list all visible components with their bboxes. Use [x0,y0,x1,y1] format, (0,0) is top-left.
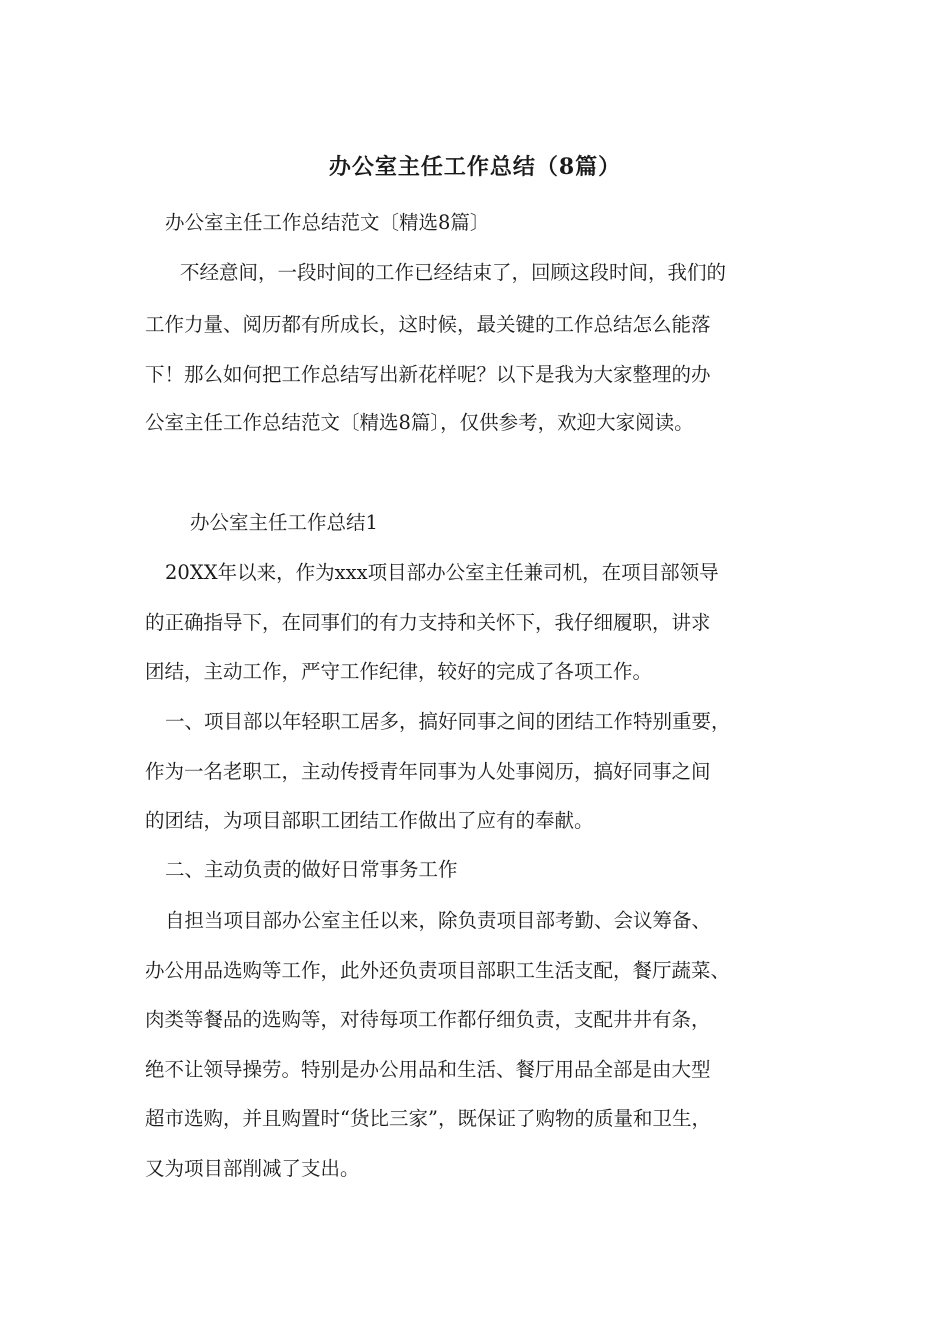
intro-line-4: 公室主任工作总结范文〔精选8篇〕，仅供参考，欢迎大家阅读。 [145,411,694,434]
para1-line-1: 20XX年以来，作为xxx项目部办公室主任兼司机，在项目部领导 [165,561,719,584]
para2-line-3: 的团结，为项目部职工团结工作做出了应有的奉献。 [145,809,594,832]
para4-line-4: 绝不让领导操劳。特别是办公用品和生活、餐厅用品全部是由大型 [145,1058,711,1081]
para3-heading: 二、主动负责的做好日常事务工作 [165,858,458,881]
section-heading: 办公室主任工作总结1 [190,511,378,534]
para2-line-1: 一、项目部以年轻职工居多，搞好同事之间的团结工作特别重要， [165,710,731,733]
para4-line-5: 超市选购，并且购置时“货比三家”，既保证了购物的质量和卫生， [145,1107,711,1130]
para1-line-3: 团结，主动工作，严守工作纪律，较好的完成了各项工作。 [145,660,653,683]
para4-line-2: 办公用品选购等工作，此外还负责项目部职工生活支配，餐厅蔬菜、 [145,959,731,982]
document-subtitle: 办公室主任工作总结范文〔精选8篇〕 [165,211,490,234]
para4-line-1: 自担当项目部办公室主任以来，除负责项目部考勤、会议筹备、 [165,909,712,932]
intro-line-1: 不经意间，一段时间的工作已经结束了，回顾这段时间，我们的 [180,261,727,284]
para4-line-6: 又为项目部削减了支出。 [145,1157,360,1180]
intro-line-2: 工作力量、阅历都有所成长，这时候，最关键的工作总结怎么能落 [145,313,711,336]
para4-line-3: 肉类等餐品的选购等，对待每项工作都仔细负责，支配井井有条， [145,1008,711,1031]
para1-line-2: 的正确指导下，在同事们的有力支持和关怀下，我仔细履职，讲求 [145,611,711,634]
para2-line-2: 作为一名老职工，主动传授青年同事为人处事阅历，搞好同事之间 [145,760,711,783]
document-title: 办公室主任工作总结（8篇） [328,154,622,180]
intro-line-3: 下！那么如何把工作总结写出新花样呢？以下是我为大家整理的办 [145,363,711,386]
